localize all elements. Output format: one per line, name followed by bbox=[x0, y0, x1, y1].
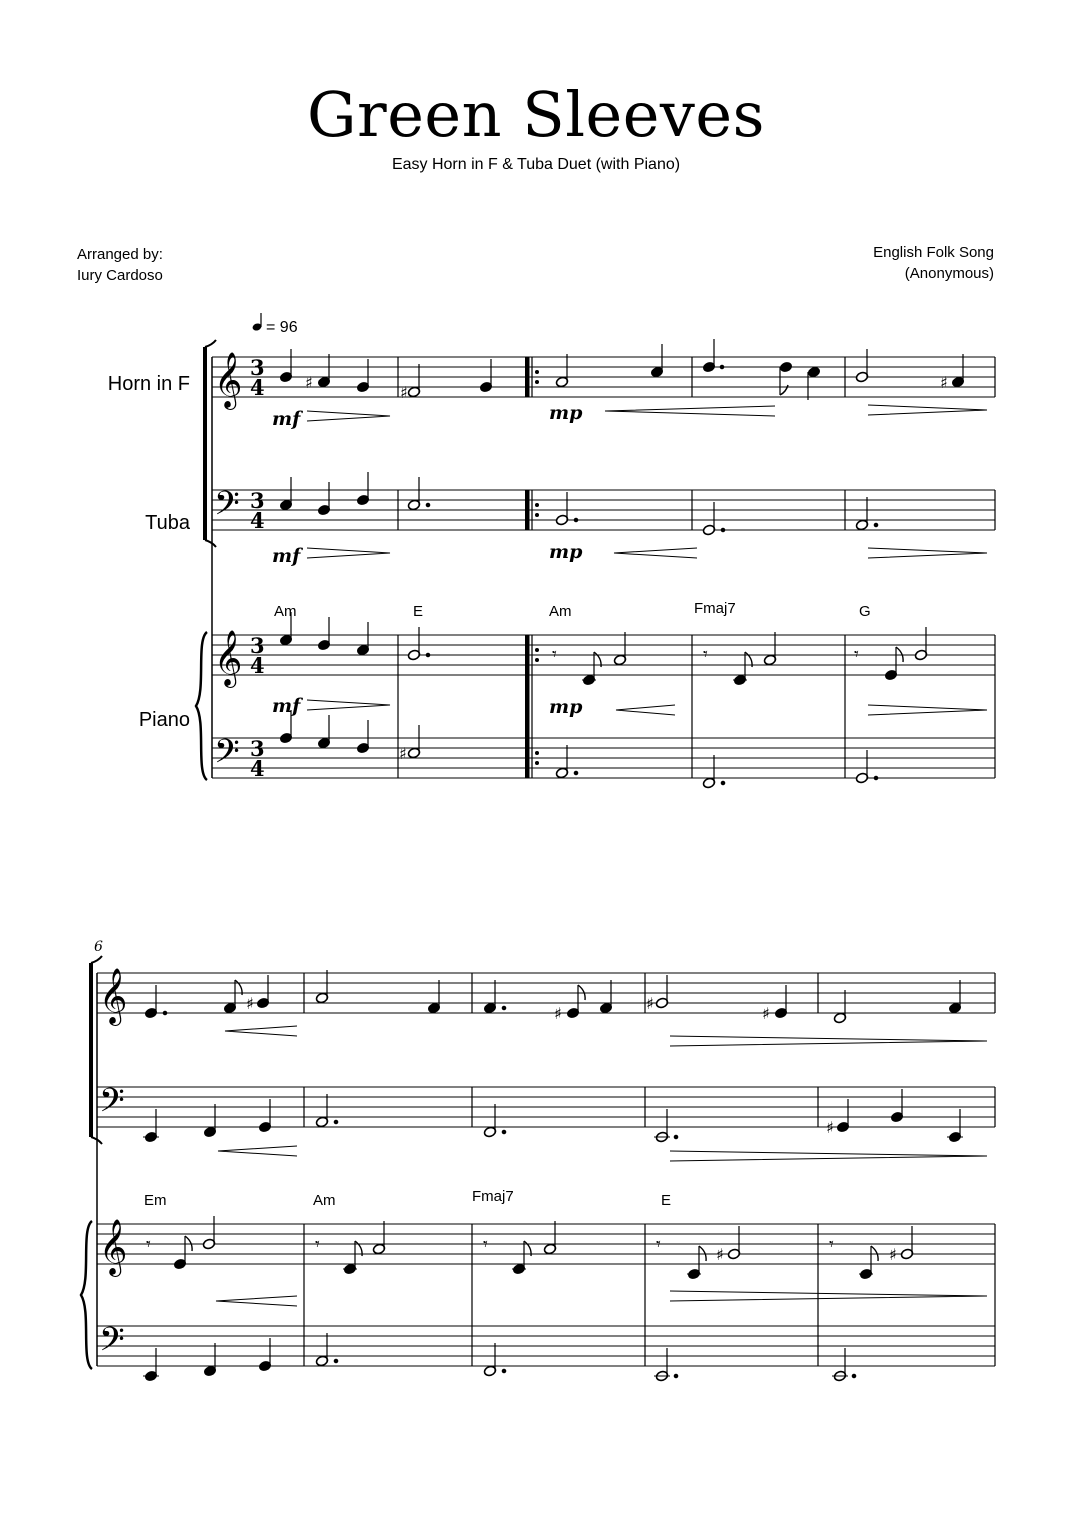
svg-text:𝄾: 𝄾 bbox=[146, 1234, 151, 1255]
hairpins-system-1 bbox=[307, 405, 987, 715]
svg-text:mf: mf bbox=[272, 545, 301, 567]
barlines-system-1 bbox=[398, 357, 995, 778]
svg-text:4: 4 bbox=[250, 375, 265, 400]
system-1-brackets bbox=[196, 340, 216, 780]
measure-number: 6 bbox=[94, 939, 103, 955]
instrument-label-tuba: Tuba bbox=[145, 512, 190, 534]
svg-text:mp: mp bbox=[549, 696, 583, 718]
clefs-system-1 bbox=[214, 352, 242, 779]
piano-lh-notes-system-1 bbox=[279, 710, 877, 789]
horn-notes-system-2 bbox=[144, 970, 961, 1024]
svg-text:♯: ♯ bbox=[716, 1245, 724, 1264]
svg-text:4: 4 bbox=[250, 653, 265, 678]
clefs-system-2 bbox=[99, 968, 127, 1367]
svg-text:♯: ♯ bbox=[646, 994, 654, 1013]
svg-text:𝄾: 𝄾 bbox=[703, 644, 708, 665]
svg-text:3: 3 bbox=[250, 736, 265, 761]
chord-symbol: G bbox=[859, 603, 871, 620]
chord-symbol: Am bbox=[549, 603, 572, 620]
score-subtitle: Easy Horn in F & Tuba Duet (with Piano) bbox=[391, 156, 681, 173]
repeat-barline bbox=[525, 357, 539, 778]
barlines-system-2 bbox=[304, 973, 995, 1366]
treble-clef-icon: 𝄞 bbox=[214, 352, 243, 408]
time-signatures bbox=[250, 355, 265, 781]
svg-text:3: 3 bbox=[250, 488, 265, 513]
chord-symbol: Fmaj7 bbox=[472, 1188, 514, 1205]
chord-symbol: Am bbox=[313, 1192, 336, 1209]
svg-text:4: 4 bbox=[250, 756, 265, 781]
svg-text:♯: ♯ bbox=[762, 1004, 770, 1023]
svg-text:𝄾: 𝄾 bbox=[315, 1234, 320, 1255]
arranger-label: Arranged by: bbox=[77, 246, 163, 263]
score-title: Green Sleeves bbox=[307, 78, 765, 151]
tempo-marking bbox=[252, 313, 298, 336]
bass-clef-icon: 𝄢 bbox=[99, 1082, 125, 1128]
bass-clef-icon: 𝄢 bbox=[214, 485, 240, 531]
svg-text:♯: ♯ bbox=[940, 373, 948, 392]
svg-text:𝄾: 𝄾 bbox=[656, 1234, 661, 1255]
svg-text:♯: ♯ bbox=[889, 1245, 897, 1264]
svg-text:mp: mp bbox=[549, 402, 583, 424]
svg-text:♯: ♯ bbox=[400, 383, 408, 402]
instrument-label-piano: Piano bbox=[138, 709, 190, 731]
tuba-notes-system-1 bbox=[279, 472, 877, 536]
svg-text:mf: mf bbox=[272, 695, 301, 717]
svg-text:♯: ♯ bbox=[826, 1118, 834, 1137]
chord-symbol: E bbox=[413, 603, 424, 620]
chords-system-1 bbox=[274, 600, 871, 620]
horn-notes-system-1 bbox=[279, 339, 964, 402]
chord-symbol: Fmaj7 bbox=[694, 600, 736, 617]
chord-symbol: E bbox=[661, 1192, 672, 1209]
svg-text:4: 4 bbox=[250, 508, 265, 533]
treble-clef-icon: 𝄞 bbox=[214, 630, 243, 686]
svg-text:♯: ♯ bbox=[246, 994, 254, 1013]
bass-clef-icon: 𝄢 bbox=[99, 1321, 125, 1367]
svg-text:♯: ♯ bbox=[399, 744, 407, 763]
svg-text:♯: ♯ bbox=[305, 373, 313, 392]
treble-clef-icon: 𝄞 bbox=[99, 968, 128, 1024]
svg-text:𝄾: 𝄾 bbox=[854, 644, 859, 665]
svg-text:mp: mp bbox=[549, 541, 583, 563]
svg-text:mf: mf bbox=[272, 408, 301, 430]
svg-text:3: 3 bbox=[250, 355, 265, 380]
dynamics-system-1 bbox=[272, 402, 583, 718]
piano-lh-notes-system-2 bbox=[143, 1333, 856, 1382]
svg-text:𝄾: 𝄾 bbox=[552, 644, 557, 665]
svg-text:♯: ♯ bbox=[554, 1004, 562, 1023]
treble-clef-icon: 𝄞 bbox=[99, 1219, 128, 1275]
chords-system-2 bbox=[144, 1188, 671, 1209]
composer-name: (Anonymous) bbox=[904, 265, 994, 282]
arranger-name: Iury Cardoso bbox=[77, 267, 163, 284]
bass-clef-icon: 𝄢 bbox=[214, 733, 240, 779]
instrument-label-horn: Horn in F bbox=[107, 373, 190, 395]
svg-text:𝄾: 𝄾 bbox=[483, 1234, 488, 1255]
svg-text:𝄾: 𝄾 bbox=[829, 1234, 834, 1255]
tempo-text: = 96 bbox=[266, 319, 298, 336]
chord-symbol: Am bbox=[274, 603, 297, 620]
composer-label: English Folk Song bbox=[873, 244, 994, 261]
chord-symbol: Em bbox=[144, 1192, 167, 1209]
piano-rh-notes-system-2 bbox=[146, 1216, 914, 1280]
svg-text:3: 3 bbox=[250, 633, 265, 658]
